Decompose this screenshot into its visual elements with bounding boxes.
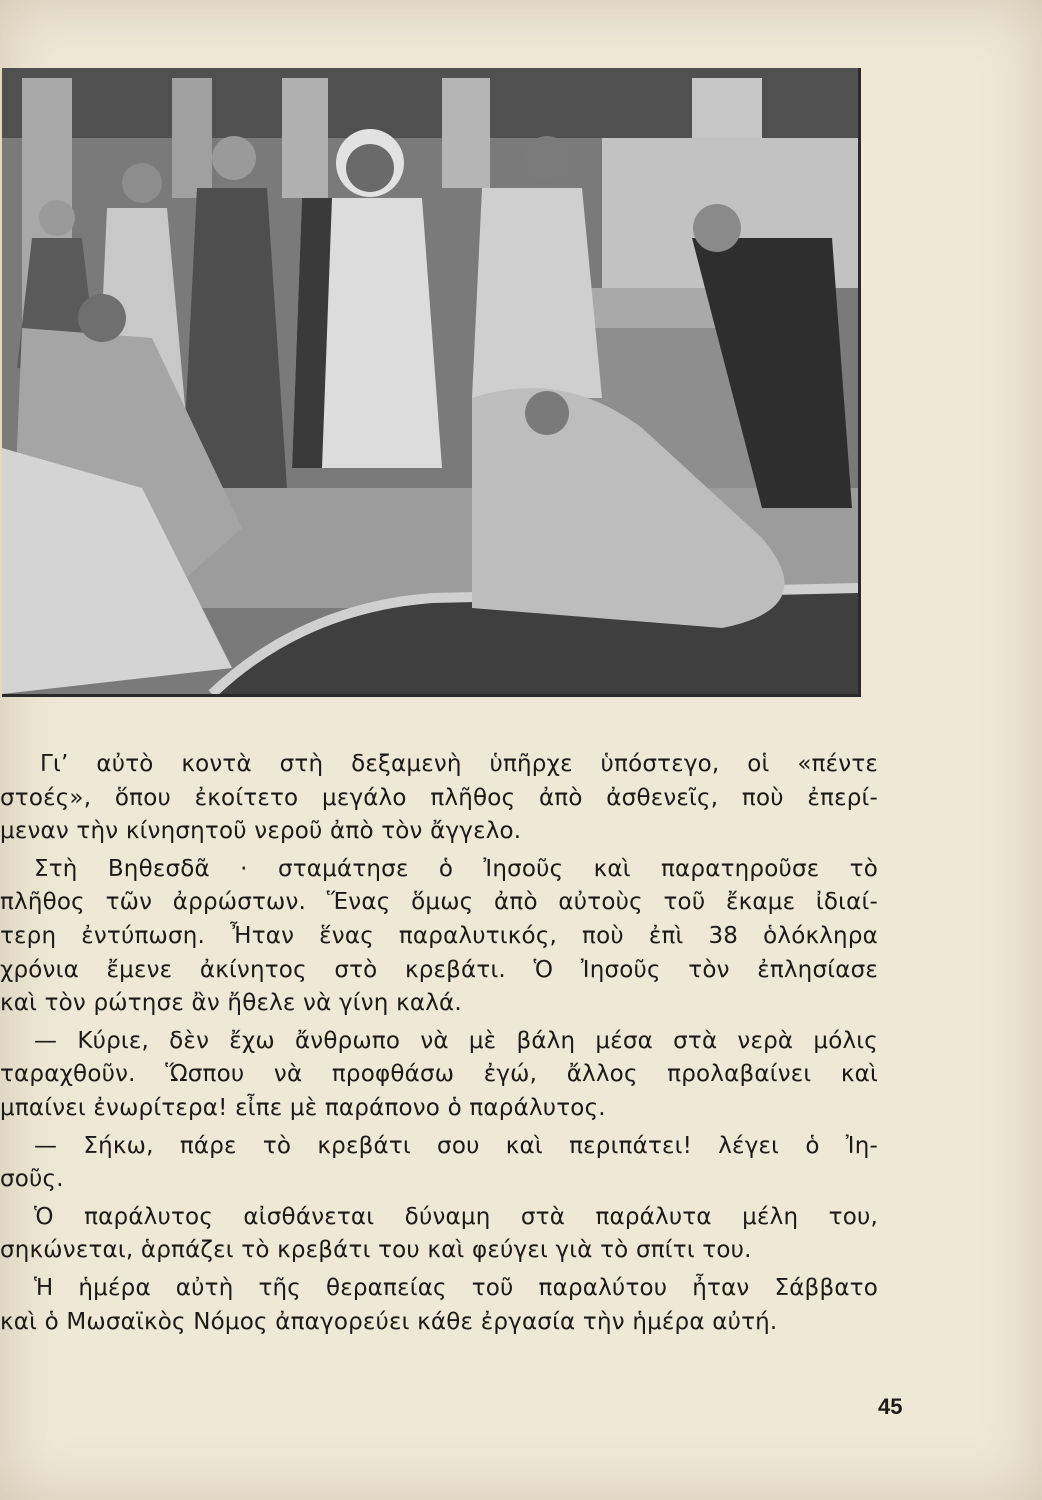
text-line: Στὴ Βηθεσδᾶ · σταμάτησε ὁ Ἰησοῦς καὶ παρατηροῦσε τὸ [34,855,878,882]
text-line: — Κύριε, δὲν ἔχω ἄνθρωπο νὰ μὲ βάλη μέσα στὰ νερὰ μόλις [34,1027,878,1054]
illustration-drawing [2,68,858,694]
paragraph [0,1201,878,1268]
text-line: Ὁ παράλυτος αἰσθάνεται δύναμη στὰ παράλυτα μέλη του, [34,1203,878,1230]
illustration-figure-head [525,391,569,435]
text-line: στοές», ὅπου ἐκοίτετο μεγάλο πλῆθος ἀπὸ ἀσθενεῖς, ποὺ ἐπερί- [0,784,878,811]
text-line: καὶ ὁ Μωσαϊκὸς Νόμος ἀπαγορεύει κάθε ἐργασία τὴν ἡμέρα αὐτή. [0,1308,778,1335]
text-line: σηκώνεται, ἁρπάζει τὸ κρεβάτι του καὶ φεύγει γιὰ τὸ σπίτι του. [0,1237,752,1264]
illustration-figure-head [346,144,394,192]
text-line: Ἡ ἡμέρα αὐτὴ τῆς θεραπείας τοῦ παραλύτου ἦταν Σάββατο [34,1274,878,1301]
illustration-column [442,78,490,188]
text-line: σοῦς. [0,1166,64,1193]
illustration-figure-head [39,200,75,236]
illustration-healing-at-bethesda [2,68,861,697]
illustration-figure-head [122,163,162,203]
text-line: καὶ τὸν ρώτησε ἂν ἤθελε νὰ γίνη καλά. [0,990,462,1017]
paragraph [0,748,878,849]
text-line: χρόνια ἔμενε ἀκίνητος στὸ κρεβάτι. Ὁ Ἰησοῦς τὸν ἐπλησίασε [0,956,878,983]
illustration-figure-head [212,136,256,180]
illustration-figure-head [78,294,126,342]
paragraph [0,1272,878,1339]
text-line: ταραχθοῦν. Ὥσπου νὰ προφθάσω ἐγώ, ἄλλος προλαβαίνει καὶ [0,1061,878,1088]
paragraph [0,1130,878,1197]
text-line: τερη ἐντύπωση. Ἦταν ἕνας παραλυτικός, ποὺ ἐπὶ 38 ὁλόκληρα [0,922,878,949]
text-line: Γι’ αὐτὸ κοντὰ στὴ δεξαμενὴ ὑπῆρχε ὑπόστεγο, οἱ «πέντε [40,751,878,777]
illustration-figure-disciple [472,188,602,398]
paragraph [0,1025,878,1126]
illustration-column [282,78,328,198]
text-line: μπαίνει ἐνωρίτερα! εἶπε μὲ παράπονο ὁ παράλυτος. [0,1094,606,1121]
text-line: μεναν τὴν κίνησητοῦ νεροῦ ἀπὸ τὸν ἄγγελο. [0,818,522,845]
illustration-column [692,78,762,138]
body-text [0,748,878,1339]
text-line: πλῆθος τῶν ἀρρώστων. Ἕνας ὅμως ἀπὸ αὐτοὺς τοῦ ἔκαμε ἰδιαί- [0,889,878,916]
illustration-figure-head [525,136,569,180]
page-number: 45 [878,1394,903,1419]
text-line: — Σήκω, πάρε τὸ κρεβάτι σου καὶ περιπάτει! λέγει ὁ Ἰη- [34,1132,878,1159]
paragraph [0,853,878,1021]
illustration-column [172,78,212,198]
illustration-figure-head [693,204,741,252]
